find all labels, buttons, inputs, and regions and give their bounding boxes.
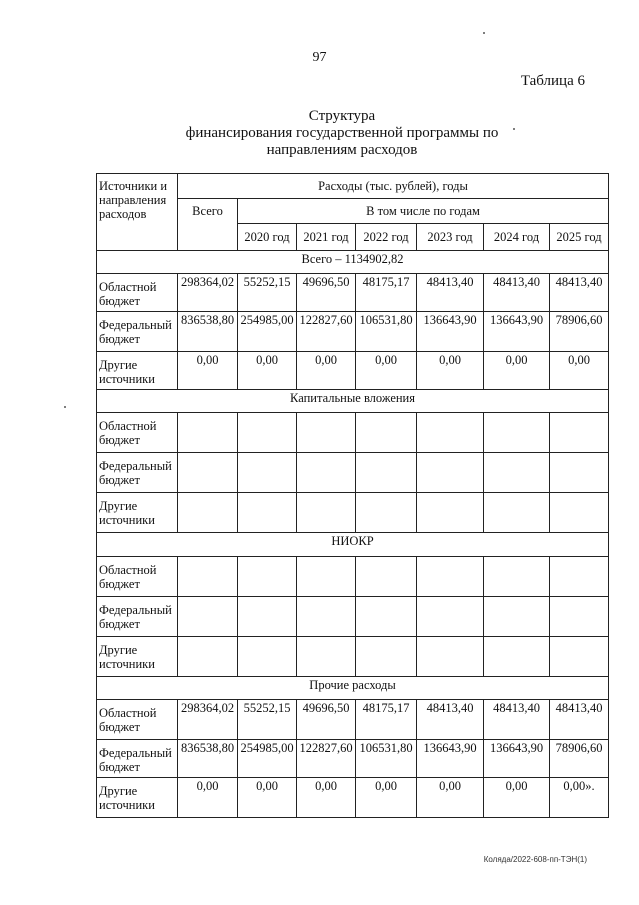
- year-value-cell: [238, 453, 297, 493]
- scan-speck: [64, 406, 66, 408]
- table-label: Таблица 6: [520, 73, 585, 89]
- header-year: 2024 год: [484, 224, 550, 251]
- year-value-cell: [356, 597, 417, 637]
- year-value-cell: 0,00: [484, 352, 550, 390]
- year-value-cell: [238, 413, 297, 453]
- year-value-cell: [550, 453, 609, 493]
- table-row: [97, 637, 609, 677]
- year-value-cell: [417, 413, 484, 453]
- year-value-cell: [356, 557, 417, 597]
- section-title: НИОКР: [97, 533, 609, 557]
- year-value-cell: 48413,40: [484, 700, 550, 740]
- year-value-cell: 78906,60: [550, 740, 609, 778]
- year-value-cell: 48413,40: [417, 700, 484, 740]
- source-cell: Федеральный бюджет: [97, 597, 178, 637]
- table-row: [97, 493, 609, 533]
- scan-speck: [513, 128, 515, 130]
- year-value-cell: 122827,60: [297, 312, 356, 352]
- total-cell: 0,00: [178, 778, 238, 818]
- total-cell: [178, 557, 238, 597]
- year-value-cell: [550, 597, 609, 637]
- financing-structure-table: [96, 173, 609, 818]
- year-value-cell: [417, 493, 484, 533]
- source-cell: Областной бюджет: [97, 700, 178, 740]
- header-by-years: В том числе по годам: [238, 199, 609, 224]
- header-year: 2023 год: [417, 224, 484, 251]
- total-cell: 298364,02: [178, 274, 238, 312]
- header-year: 2021 год: [297, 224, 356, 251]
- year-value-cell: 55252,15: [238, 700, 297, 740]
- table-row: [97, 312, 609, 352]
- header-expenses: Расходы (тыс. рублей), годы: [178, 174, 609, 199]
- year-value-cell: [484, 557, 550, 597]
- table-header: [97, 174, 609, 251]
- section-title: Прочие расходы: [97, 677, 609, 700]
- document-title: [0, 108, 639, 159]
- year-value-cell: 0,00».: [550, 778, 609, 818]
- table-row: [97, 557, 609, 597]
- year-value-cell: [484, 413, 550, 453]
- year-value-cell: [417, 637, 484, 677]
- year-value-cell: [297, 493, 356, 533]
- section-row: [97, 390, 609, 413]
- year-value-cell: 48413,40: [417, 274, 484, 312]
- year-value-cell: [297, 453, 356, 493]
- year-value-cell: 136643,90: [417, 312, 484, 352]
- year-value-cell: [550, 413, 609, 453]
- year-value-cell: [484, 453, 550, 493]
- total-cell: [178, 413, 238, 453]
- year-value-cell: [297, 413, 356, 453]
- header-sources: Источники и направления расходов: [97, 174, 178, 251]
- year-value-cell: 0,00: [238, 778, 297, 818]
- year-value-cell: 48413,40: [484, 274, 550, 312]
- section-row: [97, 533, 609, 557]
- year-value-cell: 254985,00: [238, 740, 297, 778]
- total-cell: 836538,80: [178, 312, 238, 352]
- year-value-cell: [417, 557, 484, 597]
- year-value-cell: 48413,40: [550, 700, 609, 740]
- source-cell: Областной бюджет: [97, 274, 178, 312]
- year-value-cell: 122827,60: [297, 740, 356, 778]
- section-title: Всего – 1134902,82: [97, 251, 609, 274]
- year-value-cell: [417, 597, 484, 637]
- source-cell: Областной бюджет: [97, 413, 178, 453]
- table-row: [97, 274, 609, 312]
- table-body: [97, 251, 609, 818]
- year-value-cell: 49696,50: [297, 274, 356, 312]
- source-cell: Другие источники: [97, 637, 178, 677]
- header-total: Всего: [178, 199, 238, 251]
- table-row: [97, 597, 609, 637]
- year-value-cell: [238, 597, 297, 637]
- year-value-cell: 0,00: [417, 352, 484, 390]
- source-cell: Другие источники: [97, 493, 178, 533]
- total-cell: 836538,80: [178, 740, 238, 778]
- year-value-cell: [550, 637, 609, 677]
- year-value-cell: [356, 637, 417, 677]
- year-value-cell: [484, 597, 550, 637]
- header-year: 2025 год: [550, 224, 609, 251]
- header-year: 2020 год: [238, 224, 297, 251]
- year-value-cell: 0,00: [417, 778, 484, 818]
- header-year: 2022 год: [356, 224, 417, 251]
- year-value-cell: 0,00: [550, 352, 609, 390]
- year-value-cell: [297, 557, 356, 597]
- table-row: [97, 352, 609, 390]
- total-cell: [178, 597, 238, 637]
- year-value-cell: 48413,40: [550, 274, 609, 312]
- year-value-cell: [484, 493, 550, 533]
- total-cell: [178, 493, 238, 533]
- year-value-cell: [297, 637, 356, 677]
- year-value-cell: [238, 637, 297, 677]
- total-cell: [178, 637, 238, 677]
- year-value-cell: [356, 413, 417, 453]
- year-value-cell: 48175,17: [356, 274, 417, 312]
- total-cell: 0,00: [178, 352, 238, 390]
- source-cell: Областной бюджет: [97, 557, 178, 597]
- table-row: [97, 453, 609, 493]
- year-value-cell: [238, 557, 297, 597]
- source-cell: Другие источники: [97, 778, 178, 818]
- year-value-cell: 254985,00: [238, 312, 297, 352]
- section-title: Капитальные вложения: [97, 390, 609, 413]
- year-value-cell: [550, 493, 609, 533]
- source-cell: Другие источники: [97, 352, 178, 390]
- year-value-cell: [484, 637, 550, 677]
- title-line: финансирования государственной программы по: [185, 125, 499, 141]
- year-value-cell: 0,00: [297, 778, 356, 818]
- year-value-cell: 0,00: [484, 778, 550, 818]
- year-value-cell: 0,00: [356, 778, 417, 818]
- table-row: [97, 740, 609, 778]
- page-number: 97: [312, 50, 327, 65]
- year-value-cell: [238, 493, 297, 533]
- table-row: [97, 778, 609, 818]
- year-value-cell: 0,00: [297, 352, 356, 390]
- source-cell: Федеральный бюджет: [97, 740, 178, 778]
- year-value-cell: 136643,90: [484, 740, 550, 778]
- year-value-cell: 55252,15: [238, 274, 297, 312]
- title-line: Структура: [308, 108, 376, 124]
- year-value-cell: 78906,60: [550, 312, 609, 352]
- year-value-cell: 0,00: [238, 352, 297, 390]
- year-value-cell: 106531,80: [356, 312, 417, 352]
- footer-document-code: Коляда/2022-608-пп-ТЭН(1): [483, 855, 587, 864]
- year-value-cell: 136643,90: [484, 312, 550, 352]
- section-row: [97, 677, 609, 700]
- year-value-cell: [356, 453, 417, 493]
- year-value-cell: [550, 557, 609, 597]
- year-value-cell: [417, 453, 484, 493]
- table-row: [97, 413, 609, 453]
- section-row: [97, 251, 609, 274]
- year-value-cell: 106531,80: [356, 740, 417, 778]
- source-cell: Федеральный бюджет: [97, 453, 178, 493]
- year-value-cell: 49696,50: [297, 700, 356, 740]
- total-cell: [178, 453, 238, 493]
- year-value-cell: [297, 597, 356, 637]
- year-value-cell: 136643,90: [417, 740, 484, 778]
- year-value-cell: 48175,17: [356, 700, 417, 740]
- title-line: направлениям расходов: [266, 142, 418, 158]
- year-value-cell: [356, 493, 417, 533]
- scan-speck: [483, 32, 485, 34]
- total-cell: 298364,02: [178, 700, 238, 740]
- year-value-cell: 0,00: [356, 352, 417, 390]
- source-cell: Федеральный бюджет: [97, 312, 178, 352]
- table-row: [97, 700, 609, 740]
